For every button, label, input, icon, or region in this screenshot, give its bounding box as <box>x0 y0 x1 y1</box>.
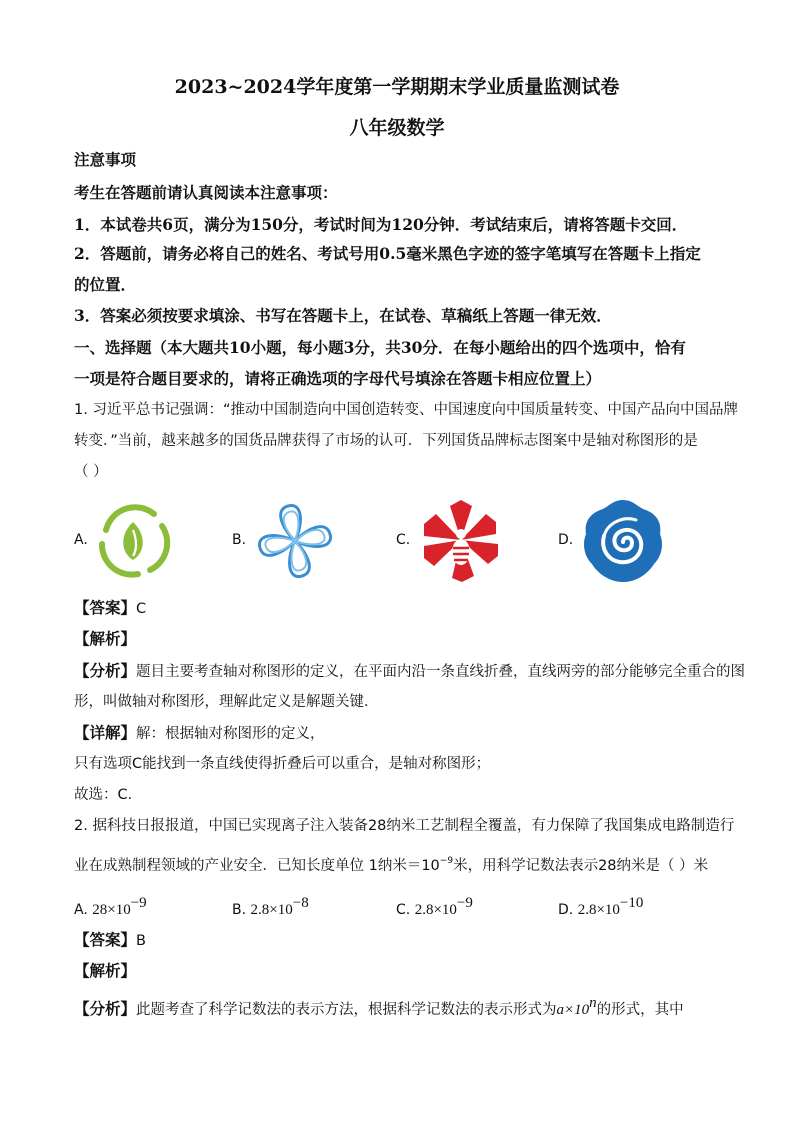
fenxi-text: 题目主要考查轴对称图形的定义，在平面内沿一条直线折叠，直线两旁的部分能够完全重合的图 <box>136 664 746 680</box>
q1-stem-line2: 转变．”当前，越来越多的国货品牌获得了市场的认可．下列国货品牌标志图案中是轴对称图形的是 <box>74 433 698 449</box>
q1-answer <box>74 598 734 619</box>
q2-option-a-label: A. <box>74 902 88 918</box>
q1-analysis-tag: 【解析】 <box>74 629 137 648</box>
q2-option-a <box>74 893 147 920</box>
q1-detail-line1 <box>74 723 734 744</box>
q1-fenxi-line1 <box>74 661 746 682</box>
red-flower-bee-logo-icon <box>416 496 506 586</box>
notice-item-2-cont: 的位置． <box>74 275 137 294</box>
q2-option-c-label: C. <box>396 902 411 918</box>
knot-swirl-logo-icon <box>252 498 338 584</box>
q2-option-c-exp: −9 <box>456 895 473 911</box>
section-1-heading-cont: 一项是符合题目要求的，请将正确选项的字母代号填涂在答题卡相应位置上） <box>74 369 602 388</box>
q2-stem-post: 米，用科学记数法表示28纳米是（ ）米 <box>453 858 709 874</box>
exam-title: 2023~2024学年度第一学期期末学业质量监测试卷 <box>174 76 620 98</box>
q2-option-d <box>558 893 643 920</box>
q1-option-d-label: D. <box>558 532 574 548</box>
q1-conclusion: 故选：C． <box>74 787 143 803</box>
detail-text: 解：根据轴对称图形的定义， <box>136 726 325 742</box>
q2-analysis-tag: 【解析】 <box>74 961 137 980</box>
q1-stem-line1: 1. 习近平总书记强调：“推动中国制造向中国创造转变、中国速度向中国质量转变、中国产品向中国品牌 <box>74 402 738 418</box>
q1-option-a-label: A. <box>74 532 88 548</box>
q1-option-b-label: B. <box>232 532 247 548</box>
fenxi-tag: 【分析】 <box>74 661 137 680</box>
notice-intro: 考生在答题前请认真阅读本注意事项： <box>74 183 338 202</box>
leaf-circle-logo-icon <box>92 500 174 582</box>
q1-option-c-label: C. <box>396 532 411 548</box>
answer-tag: 【答案】 <box>74 930 137 949</box>
q2-stem-pre: 业在成熟制程领域的产业安全．已知长度单位 1纳米＝10 <box>74 858 440 874</box>
exam-subtitle: 八年级数学 <box>349 117 445 139</box>
q2-option-b <box>232 893 309 920</box>
q2-option-d-base: 2.8×10 <box>577 902 620 918</box>
answer-tag: 【答案】 <box>74 598 137 617</box>
q2-option-b-base: 2.8×10 <box>250 902 293 918</box>
fenxi-tag: 【分析】 <box>74 999 137 1018</box>
notice-heading: 注意事项 <box>74 150 137 169</box>
q1-paren: （ ） <box>74 464 108 480</box>
q2-option-c-base: 2.8×10 <box>414 902 457 918</box>
q2-option-b-exp: −8 <box>292 895 309 911</box>
q2-option-a-base: 28×10 <box>92 902 131 918</box>
answer-value: B <box>136 933 146 949</box>
detail-tag: 【详解】 <box>74 723 137 742</box>
fenxi-post: 的形式，其中 <box>596 1002 684 1018</box>
q1-detail-line2: 只有选项C能找到一条直线使得折叠后可以重合，是轴对称图形； <box>74 756 491 772</box>
q2-option-d-label: D. <box>558 902 574 918</box>
fenxi-math: a×10 <box>556 1002 590 1018</box>
fenxi-exp: n <box>589 995 597 1011</box>
answer-value: C <box>136 601 147 617</box>
q2-option-a-exp: −9 <box>130 895 147 911</box>
q2-answer <box>74 930 734 951</box>
q2-stem-line2 <box>74 851 734 876</box>
q2-option-d-exp: −10 <box>619 895 644 911</box>
notice-item-3: 3．答案必须按要求填涂、书写在答题卡上，在试卷、草稿纸上答题一律无效． <box>74 306 612 325</box>
fenxi-text: 此题考查了科学记数法的表示方法，根据科学记数法的表示形式为 <box>136 1002 557 1018</box>
q2-stem-exp: −9 <box>439 856 454 866</box>
section-1-heading: 一、选择题（本大题共10小题，每小题3分，共30分．在每小题给出的四个选项中，恰有 <box>74 338 686 357</box>
notice-item-1: 1．本试卷共6页，满分为150分，考试时间为120分钟．考试结束后，请将答题卡交回． <box>74 215 688 234</box>
notice-item-2: 2．答题前，请务必将自己的姓名、考试号用0.5毫米黑色字迹的签字笔填写在答题卡上指定 <box>74 244 701 263</box>
q1-fenxi-line2: 形，叫做轴对称图形，理解此定义是解题关键． <box>74 694 379 710</box>
q2-option-b-label: B. <box>232 902 247 918</box>
q2-option-c <box>396 893 473 920</box>
q2-fenxi-line <box>74 993 734 1020</box>
blue-rose-spiral-logo-icon <box>580 496 666 586</box>
q2-stem-line1: 2. 据科技日报报道，中国已实现离子注入装备28纳米工艺制程全覆盖，有力保障了我国集成电路制造行 <box>74 818 735 834</box>
